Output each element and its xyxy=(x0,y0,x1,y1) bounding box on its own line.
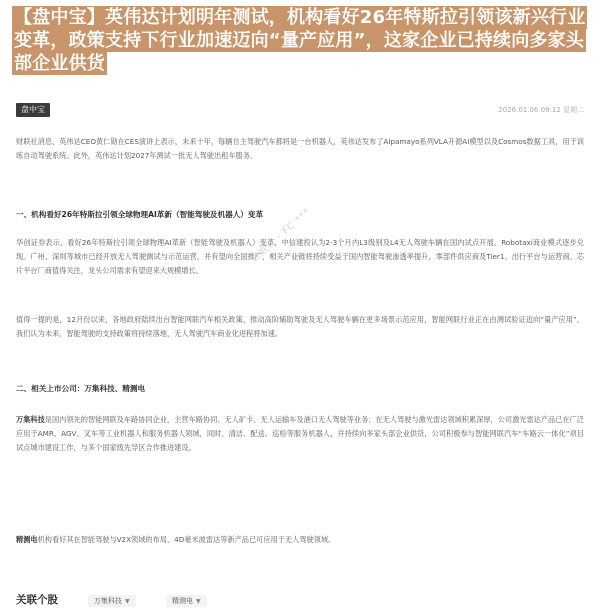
company-paragraph-2 xyxy=(16,533,584,547)
publish-date: 2026.01.06 09:12 星期二 xyxy=(498,106,584,114)
article-meta xyxy=(16,103,584,119)
column-tag[interactable]: 盘中宝 xyxy=(16,103,50,117)
related-stocks-label: 关联个股 xyxy=(16,594,58,606)
related-stock-chip[interactable] xyxy=(166,595,207,607)
company-description: 机构看好其在智能驾驶与V2X领域的布局，4D毫米波雷达等新产品已可应用于无人驾驶领域。 xyxy=(37,535,336,544)
section1-paragraph-2: 值得一提的是，12月份以来，各地政府陆续出台智能网联汽车相关政策，推动高阶辅助驾驶及无人驾驶车辆在更多场景示范应用，智能网联行业正在由测试验证迈向“量产应用”，我们认为未来，智能驾驶的支持政策将持续落地，无人驾驶汽车商业化进程将加速。 xyxy=(16,315,584,338)
intro-paragraph: 财联社消息，英伟达CEO黄仁勋在CES演讲上表示，未来十年，每辆自主驾驶汽车都将是一台机器人，英伟达发布了Alpamayo系列VLA开源AI模型以及Cosmos数据工具，用于训练自动驾驶系统。此外，英伟达计划2027年测试一批无人驾驶出租车服务。 xyxy=(16,137,584,160)
article-title-container xyxy=(12,6,590,75)
company-paragraph-1 xyxy=(16,413,584,455)
chevron-down-icon: ▼ xyxy=(125,598,130,605)
company-name[interactable]: 精测电 xyxy=(16,535,38,544)
section-heading-2: 二、相关上市公司：万集科技、精测电 xyxy=(16,384,146,393)
section-heading-1: 一、机构看好26年特斯拉引领全球物理AI革新（智能驾驶及机器人）变革 xyxy=(16,210,264,219)
chip-label: 精测电 xyxy=(172,597,193,605)
chevron-down-icon: ▼ xyxy=(196,598,201,605)
section1-paragraph-1: 华创证券表示，看好26年特斯拉引领全球物理AI革新（智能驾驶及机器人）变革，中信建投认为2-3个月内L3级别及L4无人驾驶车辆在国内试点开展，Robotaxi商业模式逐步兑现。广州、深圳等城市已经开放无人驾驶测试与示范运营，并有望向全国推广，相关产业链将持续受益于国内智能驾驶渗透率提升，零部件供应商及Tier1、出行平台与运营商、芯片平台厂商值得关注，龙头公司需求有望迎来大规模增长。 xyxy=(16,238,584,275)
chip-label: 万集科技 xyxy=(94,597,122,605)
company-description: 是国内领先的智能网联及车路协同企业，主营车路协同、无人矿卡、无人运输车及港口无人驾驶等业务；在无人驾驶与激光雷达领域积累深厚，公司激光雷达产品已在广泛应用于AMR、AGV、叉车等工业机器人和服务机器人领域，同时、清洁、配送、巡检等服务机器人，并持续向多家头部企业供货，公司积极参与智能网联汽车“车路云一体化”项目试点城市建设工作，与多个国家级先导区合作推进建设。 xyxy=(16,415,584,452)
article-title: 【盘中宝】英伟达计划明年测试，机构看好26年特斯拉引领该新兴行业变革，政策支持下行业加速迈向“量产应用”，这家企业已持续向多家头部企业供货 xyxy=(14,7,586,74)
watermark: 财联社 · FC *** xyxy=(250,206,313,265)
company-name[interactable]: 万集科技 xyxy=(16,415,45,424)
related-stock-chip[interactable] xyxy=(88,595,136,607)
